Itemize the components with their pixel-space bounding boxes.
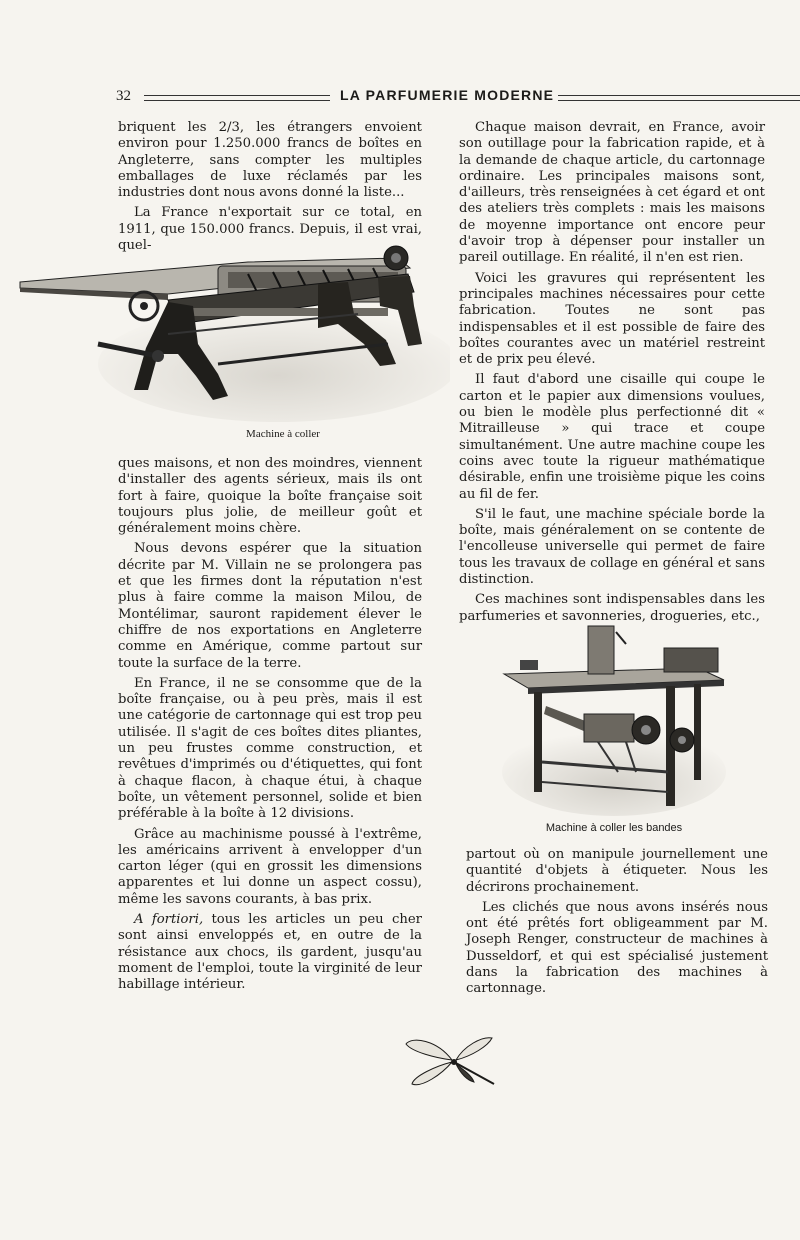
paragraph: La France n'exportait sur ce total, en 1911, que 150.000 francs. Depuis, il est vrai, quel- xyxy=(118,205,422,254)
paragraph: Chaque maison devrait, en France, avoir son outillage pour la fabrication rapide, et à la demande de chaque article, du cartonnage ordinaire. Les principales maisons sont, d'ailleurs, très renseignées à cet égard et ont des ateliers très complets : mais les maisons de moyenne importance ont encore peur d'avoir trop à dépenser pour installer un pareil outillage. En réalité, il n'en est rien. xyxy=(459,120,765,266)
paragraph: Nous devons espérer que la situation décrite par M. Villain ne se prolongera pas et que les firmes dont la réputation n'est plus à faire comme la maison Milou, de Montélimar, sauront rapidement élever le chiffre de nos exportations en Angleterre comme en Amérique, comme partout sur toute la surface de la terre. xyxy=(118,541,422,671)
band-gluing-machine-illustration xyxy=(498,622,730,818)
paragraph: partout où on manipule journellement une quantité d'objets à étiqueter. Nous les décrirons prochainement. xyxy=(466,847,768,895)
paragraph: Grâce au machinisme poussé à l'extrême, les américains arrivent à envelopper d'un carton léger (qui en grossit les dimensions apparentes et lui donne un aspect cossu), même les savons courants, à bas prix. xyxy=(118,826,422,907)
right-column-top xyxy=(459,120,765,629)
paragraph: En France, il ne se consomme que de la boîte française, ou à peu près, mais il est une catégorie de cartonnage qui est trop peu utilisée. Il s'agit de ces boîtes dites pliantes, un peu frustes comme construction, et revêtues d'imprimés ou d'étiquettes, qui font à chaque flacon, à chaque étui, à chaque boîte, un vêtement personnel, solide et bien préférable à la boîte à 12 divisions. xyxy=(118,675,422,822)
paragraph-fortiori xyxy=(118,912,422,993)
right-column-bottom xyxy=(466,847,768,1002)
paragraph-text: tous les articles un peu cher sont ainsi enveloppés et, en outre de la résistance aux chocs, ils gardent, jusqu'au moment de l'emploi, toute la virginité de leur habillage intérieur. xyxy=(118,912,422,993)
paragraph: Ces machines sont indispensables dans les parfumeries et savonneries, drogueries, etc., xyxy=(459,592,765,624)
paragraph: Voici les gravures qui représentent les principales machines nécessaires pour cette fabrication. Toutes ne sont pas indispensables et il est possible de faire des boîtes courantes avec un matériel restreint et de prix peu élevé. xyxy=(459,270,765,368)
paragraph: Les clichés que nous avons insérés nous ont été prêtés fort obligeamment par M. Joseph Renger, constructeur de machines à Dusseldorf, et qui est spécialisé justement dans la fabrication des machines à cartonnage. xyxy=(466,899,768,997)
running-title: LA PARFUMERIE MODERNE xyxy=(340,87,555,103)
page-number: 32 xyxy=(116,88,131,104)
header-rule-left xyxy=(144,95,330,101)
header-rule-right xyxy=(558,95,800,101)
paragraph: S'il le faut, une machine spéciale borde la boîte, mais généralement on se contente de l'encolleuse universelle qui permet de faire tous les travaux de collage en général et sans distinction. xyxy=(459,506,765,588)
gluing-machine-illustration xyxy=(18,244,450,424)
paragraph: Il faut d'abord une cisaille qui coupe le carton et le papier aux dimensions voulues, ou bien le modèle plus perfectionné dit « Mitrailleuse » qui trace et coupe simultanément. Une autre machine coupe les coins avec toute la rigueur mathématique désirable, enfin une troisième pique les coins au fil de fer. xyxy=(459,372,765,502)
paragraph: ques maisons, et non des moindres, viennent d'installer des agents sérieux, mais ils ont fort à faire, quoique la boîte française soit toujours plus jolie, de meilleur goût et généralement moins chère. xyxy=(118,456,422,537)
italic-lead: A fortiori, xyxy=(134,912,204,928)
dragonfly-ornament-icon xyxy=(402,1032,502,1092)
left-column-top xyxy=(118,120,422,258)
figure-caption: Machine à coller les bandes xyxy=(545,822,683,834)
figure-caption: Machine à coller xyxy=(246,428,320,440)
figure-gluing-machine xyxy=(18,244,450,440)
figure-band-gluing-machine xyxy=(498,622,730,834)
paragraph: briquent les 2/3, les étrangers envoient environ pour 1.250.000 francs de boîtes en Angleterre, sans compter les multiples emballages de luxe réclamés par les industries dont nous avons donné la liste... xyxy=(118,120,422,201)
left-column-bottom xyxy=(118,456,422,998)
running-header xyxy=(116,86,686,106)
